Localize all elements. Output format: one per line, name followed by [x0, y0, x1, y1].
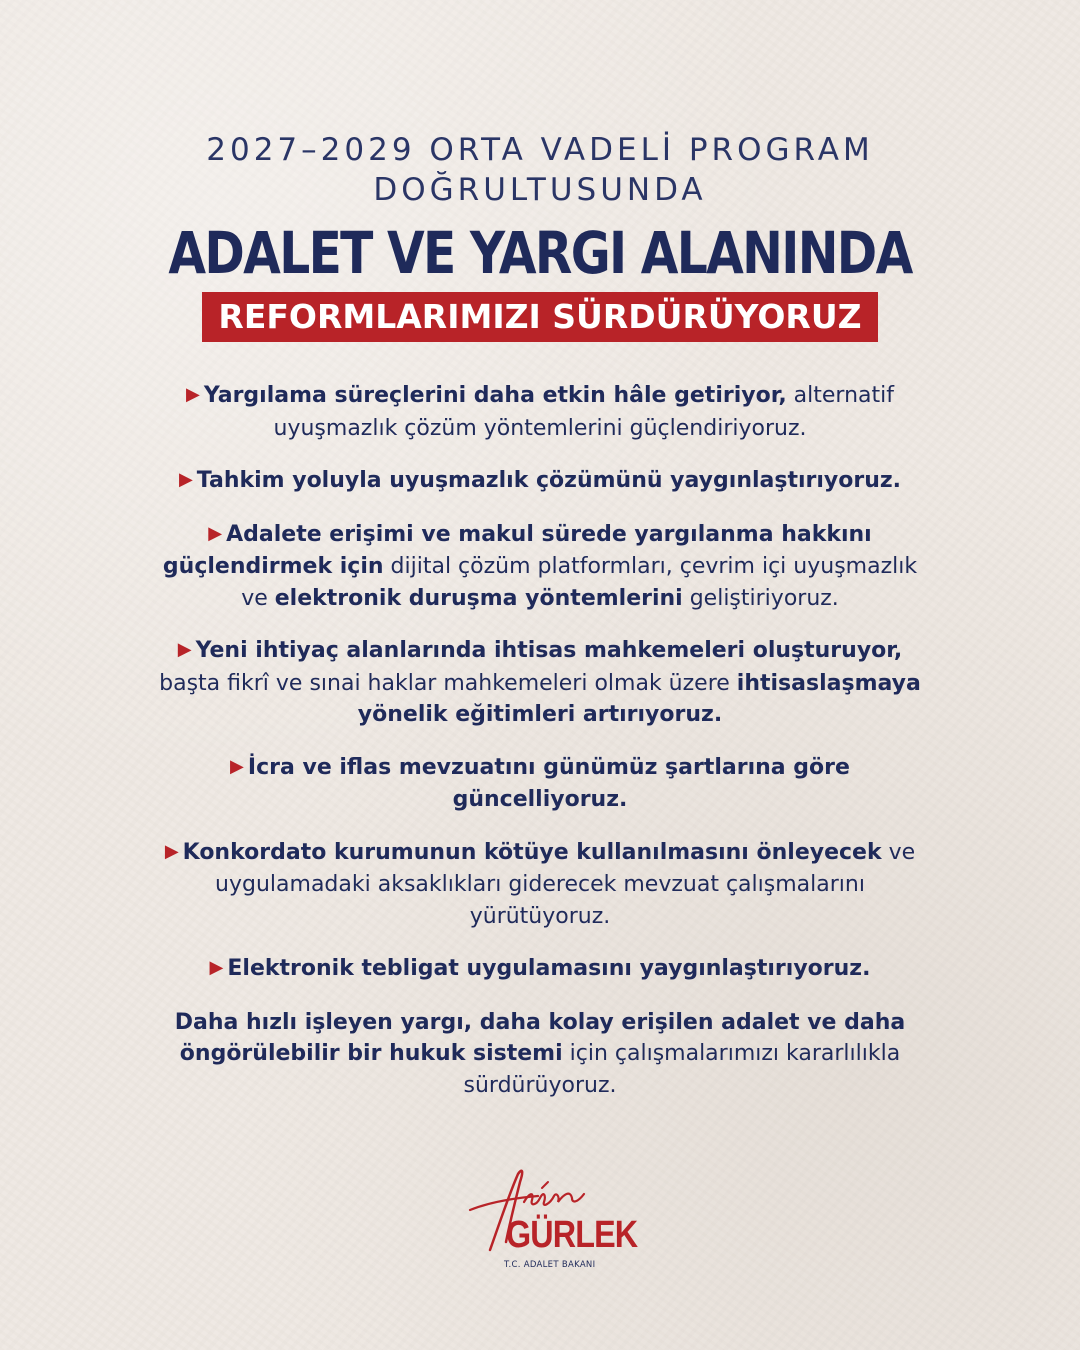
reform-item	[150, 635, 930, 731]
reform-list	[150, 380, 930, 1122]
program-title	[0, 130, 1080, 210]
banner-container	[0, 292, 1080, 346]
regular-text: geliştiriyoruz.	[682, 585, 839, 611]
reform-item	[150, 752, 930, 816]
bold-text: Tahkim yoluyla uyuşmazlık çözümünü yaygınlaştırıyoruz.	[196, 468, 902, 493]
red-arrow-icon: ▶	[177, 639, 192, 660]
bold-text: ihtisaslaşmaya yönelik eğitimleri artırıyoruz.	[357, 670, 921, 727]
bold-text: Adalete erişimi ve makul sürede yargılanma hakkını güçlendirmek için	[162, 521, 872, 579]
bold-text: Daha hızlı işleyen yargı, daha kolay erişilen adalet ve daha öngörülebilir bir hukuk sistemi	[174, 1009, 906, 1066]
program-title-line-1: 2027–2029 ORTA VADELİ PROGRAM	[206, 132, 874, 168]
signature-name: GÜRLEK	[506, 1214, 638, 1256]
regular-text: için çalışmalarımızı kararlılıkla sürdürüyoruz.	[463, 1041, 901, 1098]
reform-banner: REFORMLARIMIZI SÜRDÜRÜYORUZ	[202, 292, 878, 342]
signature-block	[460, 1162, 638, 1272]
red-arrow-icon: ▶	[230, 755, 244, 777]
bold-text: Yeni ihtiyaç alanlarında ihtisas mahkemeleri oluşturuyor,	[195, 638, 903, 663]
regular-text: dijital çözüm platformları, çevrim içi uyuşmazlık ve	[241, 554, 918, 611]
closing-statement	[150, 1007, 930, 1102]
bold-text: elektronik duruşma yöntemlerini	[274, 585, 683, 611]
regular-text: başta fikrî ve sınai haklar mahkemeleri olmak üzere	[159, 670, 737, 696]
bold-text: Konkordato kurumunun kötüye kullanılmasını önleyecek	[182, 839, 882, 865]
red-arrow-icon: ▶	[208, 522, 223, 544]
reform-item	[150, 380, 930, 444]
bold-text: Elektronik tebligat uygulamasını yaygınlaştırıyoruz.	[227, 956, 871, 981]
headline: ADALET VE YARGI ALANINDA	[168, 219, 912, 287]
program-title-line-2: DOĞRULTUSUNDA	[373, 172, 707, 208]
reform-item	[150, 837, 930, 933]
signature-title: T.C. ADALET BAKANI	[504, 1260, 596, 1270]
regular-text: ve uygulamadaki aksaklıkları giderecek mevzuat çalışmalarını yürütüyoruz.	[215, 839, 916, 929]
bold-text: İcra ve iflas mevzuatını günümüz şartlarına göre güncelliyoruz.	[247, 754, 850, 812]
bold-text: Yargılama süreçlerini daha etkin hâle getiriyor,	[203, 383, 787, 408]
reform-item	[150, 953, 930, 986]
red-arrow-icon: ▶	[209, 957, 224, 978]
red-arrow-icon: ▶	[178, 469, 193, 490]
red-arrow-icon: ▶	[185, 384, 200, 405]
reform-item	[150, 519, 930, 615]
regular-text: alternatif uyuşmazlık çözüm yöntemlerini güçlendiriyoruz.	[273, 383, 895, 441]
reform-item	[150, 465, 930, 498]
red-arrow-icon: ▶	[164, 840, 179, 862]
